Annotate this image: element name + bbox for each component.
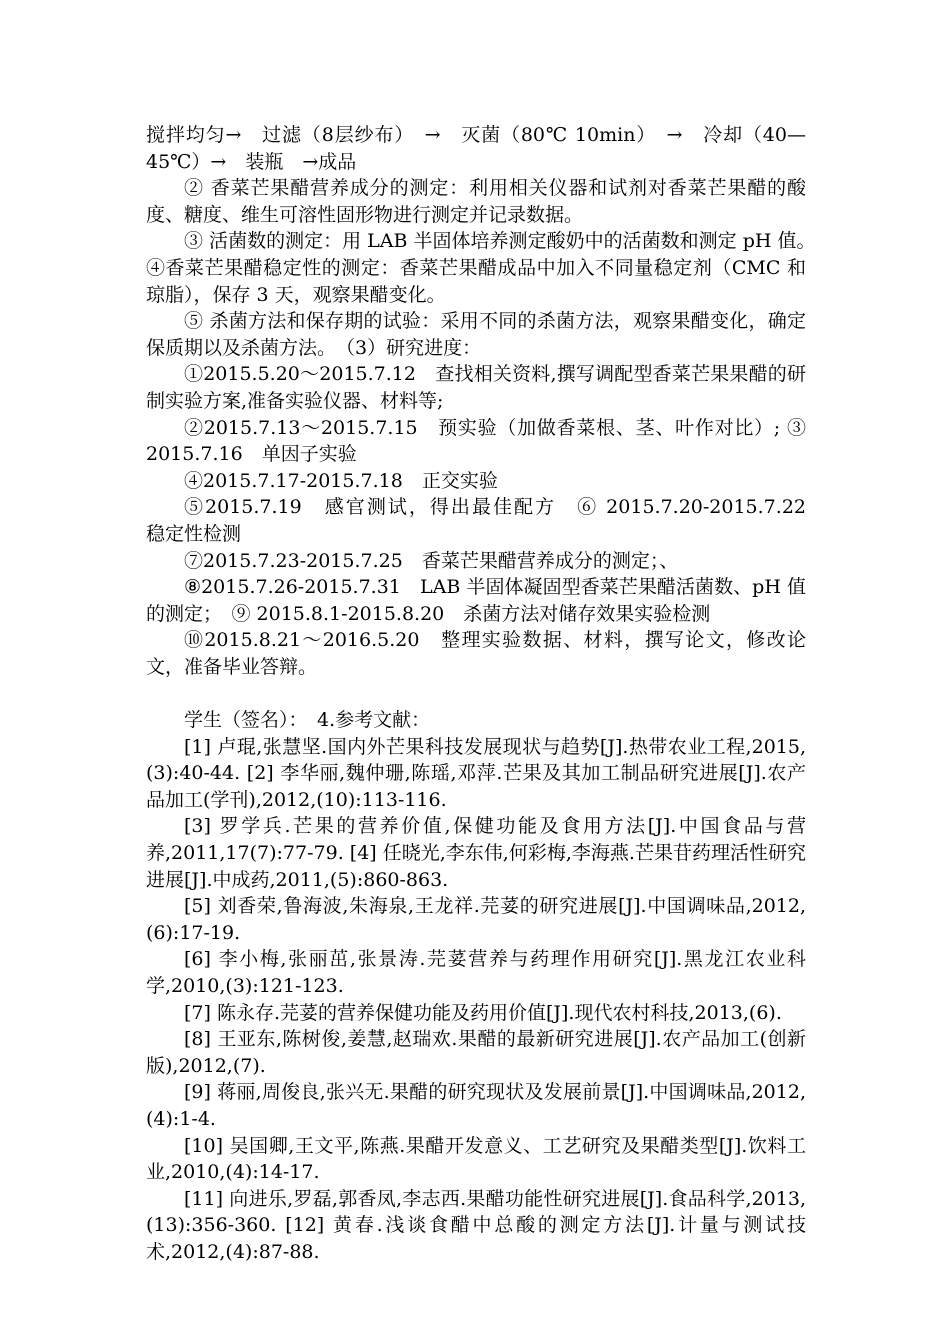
paragraph: [7] 陈永存.芫荽的营养保健功能及药用价值[J].现代农村科技,2013,(6). [184,1001,782,1024]
paragraph: ⑧2015.7.26-2015.7.31 LAB 半固体凝固型香菜芒果醋活菌数、pH 值的测定； ⑨ 2015.8.1-2015.8.20 杀菌方法对储存效果实验检测 [146,576,806,625]
paragraph: [5] 刘香荣,鲁海波,朱海泉,王龙祥.芫荽的研究进展[J].中国调味品,2012,(6):17-19. [146,895,806,944]
paragraph: ②2015.7.13～2015.7.15 预实验（加做香菜根、茎、叶作对比）; ③ 2015.7.16 单因子实验 [146,416,806,466]
paragraph: ⑦2015.7.23-2015.7.25 香菜芒果醋营养成分的测定；、 [184,549,679,572]
paragraph: [10] 吴国卿,王文平,陈燕.果醋开发意义、工艺研究及果醋类型[J].饮料工业,2010,(4):14-17. [146,1134,806,1184]
paragraph: [1] 卢琨,张慧坚.国内外芒果科技发展现状与趋势[J].热带农业工程,2015, (3):40-44. [2] 李华丽,魏仲珊,陈瑶,邓萍.芒果及其加工制品研究进展[J].农产品加工(学刊),2012,(10):113-116. [146,735,806,811]
paragraph: ④2015.7.17-2015.7.18 正交实验 [184,469,498,492]
paragraph: [8] 王亚东,陈树俊,姜慧,赵瑞欢.果醋的最新研究进展[J].农产品加工(创新版),2012,(7). [146,1028,806,1077]
paragraph: ⑩2015.8.21～2016.5.20 整理实验数据、材料，撰写论文，修改论文，准备毕业答辩。 [146,629,806,678]
paragraph: [9] 蒋丽,周俊良,张兴无.果醋的研究现状及发展前景[J].中国调味品,2012,(4):1-4. [146,1081,806,1130]
paragraph: ⑤ 杀菌方法和保存期的试验：采用不同的杀菌方法，观察果醋变化，确定保质期以及杀菌方法。 （3）研究进度： [146,310,806,359]
paragraph: ③ 活菌数的测定：用 LAB 半固体培养测定酸奶中的活菌数和测定 pH 值。 ④香菜芒果醋稳定性的测定：香菜芒果醋成品中加入不同量稳定剂（CMC 和琼脂），保存 3 天，观察果醋变化。 [146,230,826,306]
paragraph: [6] 李小梅,张丽茁,张景涛.芫荽营养与药理作用研究[J].黑龙江农业科学,2010,(3):121-123. [146,948,806,997]
paragraph: ② 香菜芒果醋营养成分的测定：利用相关仪器和试剂对香菜芒果醋的酸度、糖度、维生可溶性固形物进行测定并记录数据。 [146,177,806,226]
blank-line [146,680,806,707]
paragraph: ①2015.5.20～2015.7.12 查找相关资料,撰写调配型香菜芒果果醋的研制实验方案,准备实验仪器、材料等; [146,363,806,412]
paragraph: 学生（签名）： 4.参考文献： [184,709,431,732]
paragraph: 搅拌均匀→ 过滤（8层纱布） → 灭菌（80℃ 10min） → 冷却（40—45℃）→ 装瓶 →成品 [146,124,806,173]
paragraph: ⑤2015.7.19 感官测试，得出最佳配方 ⑥ 2015.7.20-2015.7.22 稳定性检测 [146,496,826,545]
paragraph: [3] 罗学兵.芒果的营养价值,保健功能及食用方法[J].中国食品与营养,2011,17(7):77-79. [4] 任晓光,李东伟,何彩梅,李海燕.芒果苷药理活性研究进展[J].中成药,2011,(5):860-863. [146,815,806,891]
paragraph: [11] 向进乐,罗磊,郭香凤,李志西.果醋功能性研究进展[J].食品科学,2013,(13):356-360. [12] 黄春.浅谈食醋中总酸的测定方法[J].计量与测试技术,2012,(4):87-88. [146,1187,806,1263]
document-page [146,122,826,1266]
